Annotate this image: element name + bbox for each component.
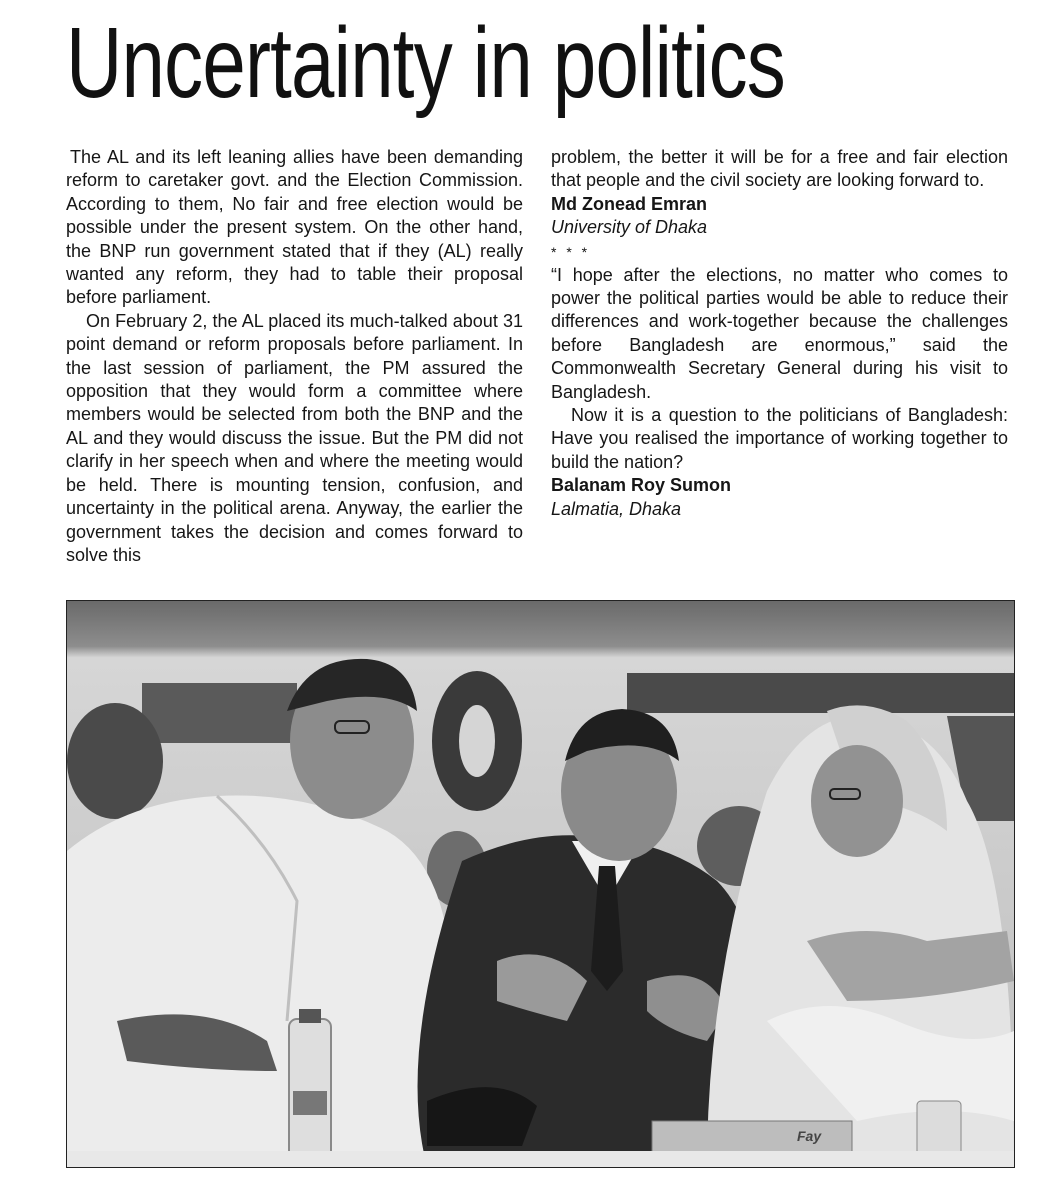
man-white-body [67,795,452,1167]
letter2-author: Balanam Roy Sumon [551,475,732,496]
background-person-head-left [67,703,163,819]
separator: * * * [551,243,591,260]
backdrop-banner-left [142,683,297,743]
bottle-cap [299,1009,321,1023]
letter2-paragraph-1: “I hope after the elections, no matter who comes to power the political parties would be able to reduce their differences and work-together because the challenges before Bangladesh are enormous,” said the Commonwealth Secretary General during his visit to Bangladesh. [551,264,1008,402]
woman-face [811,745,903,857]
photo-illustration [67,601,1014,1167]
table-edge [67,1151,1014,1167]
letter1-affiliation: University of Dhaka [551,217,708,238]
backdrop-letter-o-inner [459,705,495,777]
headline: Uncertainty in politics [66,7,786,119]
letter2-affiliation: Lalmatia, Dhaka [551,498,682,519]
letter1-paragraph-2-part1: On February 2, the AL placed its much-talked about 31 point demand or reform proposals before parliament. In the last session of parliament, the PM assured the opposition that they would form a committee where members would be selected from both the BNP and the AL and they would discuss the issue. But the PM did not clarify in her speech when and where the meeting would be held. There is mounting tension, confusion, and uncertainty in the political arena. Anyway, the earlier the government takes the decision and comes forward to solve this [66,310,523,565]
man-suit-shoe [427,1087,537,1146]
column-right [551,146,1008,521]
backdrop-banner-right [627,673,1014,713]
letter1-paragraph-1: The AL and its left leaning allies have been demanding reform to caretaker govt. and the Election Commission. According to them, No fair and free election would be possible under the present system. On the other hand, the BNP run government stated that if they (AL) really wanted any reform, they had to table their proposal before parliament. [66,147,523,308]
letter2-paragraph-2: Now it is a question to the politicians of Bangladesh: Have you realised the importance of working together to build the nation? [551,405,1008,472]
news-photo [66,600,1015,1168]
carton-label: Fay [797,1128,822,1144]
bottle-label [293,1091,327,1115]
letter1-paragraph-2-part2: problem, the better it will be for a free and fair election that people and the civil society are looking forward to. [551,147,1008,191]
column-left [66,146,523,567]
water-bottle-icon [289,1019,331,1159]
glass-icon [917,1101,961,1159]
letter1-author: Md Zonead Emran [551,193,708,214]
